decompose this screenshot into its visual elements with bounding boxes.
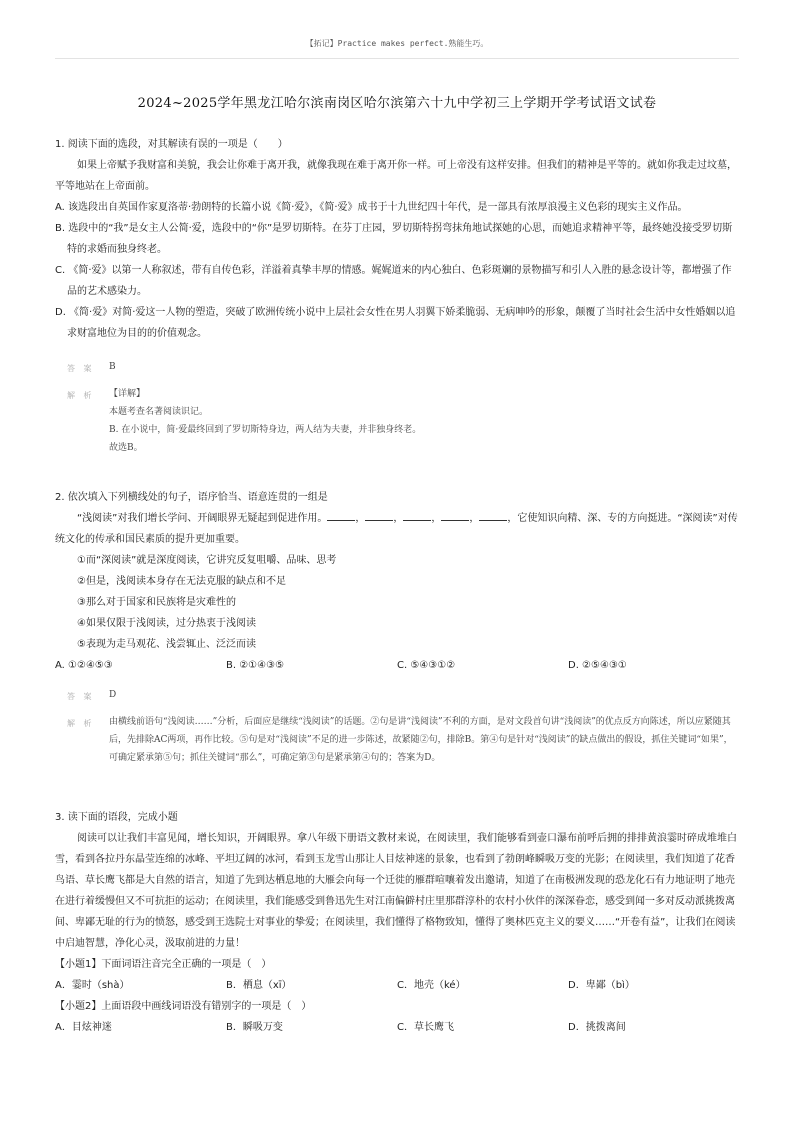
- q3-sub2-option-b: B．瞬吸万变: [226, 1022, 283, 1033]
- q3-sub1-option-d: D．卑鄙（bì）: [568, 980, 635, 991]
- fill-blank: [327, 508, 355, 521]
- q2-passage-a: “浅阅读”对我们增长学问、开阔眼界无疑起到促进作用。: [77, 513, 328, 524]
- analysis-line: 【详解】: [109, 389, 146, 399]
- q3-sub1-options: [55, 975, 741, 996]
- fill-blank: [441, 508, 469, 521]
- q3-sub2-stem: 【小题2】上面语段中画线词语没有错别字的一项是（ ）: [55, 1001, 312, 1012]
- fill-blank: [403, 508, 431, 521]
- q2-item-5: ⑤表现为走马观花、浅尝辄止、泛泛而读: [77, 639, 256, 650]
- spacer: [55, 767, 741, 807]
- q2-option-a: A. ①②④⑤③: [55, 660, 113, 671]
- q1-option-a: A. 该选段出自英国作家夏洛蒂·勃朗特的长篇小说《简·爱》，《简·爱》成书于十九世纪四十年代，是一部具有浓厚浪漫主义色彩的现实主义作品。: [55, 202, 688, 213]
- q1-option-b: B. 选段中的“我”是女主人公简·爱，选段中的“你”是罗切斯特。在芬丁庄园，罗切斯特拐弯抹角地试探她的心思，而她追求精神平等，最终她没接受罗切斯特的求婚而独身终老。: [55, 223, 733, 255]
- q2-option-b: B. ②①④③⑤: [226, 660, 285, 671]
- answer-value: D: [109, 690, 117, 700]
- page-title: 2024~2025学年黑龙江哈尔滨南岗区哈尔滨第六十九中学初三上学期开学考试语文试卷: [137, 96, 657, 111]
- q1-analysis: [67, 385, 741, 457]
- separator: ，: [393, 513, 404, 524]
- q3-sub2-option-c: C．草长鹰飞: [397, 1022, 454, 1033]
- q2-option-d: D. ②⑤④③①: [568, 660, 627, 671]
- separator: ，: [469, 513, 480, 524]
- q2-item-4: ④如果仅限于浅阅读，过分热衷于浅阅读: [77, 618, 256, 629]
- analysis-line: B. 在小说中，简·爱最终回到了罗切斯特身边，两人结为夫妻，并非独身终老。: [109, 425, 422, 435]
- q2-passage: [55, 508, 741, 550]
- analysis-line: 本题考查名著阅读识记。: [109, 407, 209, 417]
- q3-sub1-option-c: C．地壳（ké）: [397, 980, 466, 991]
- q1-option-c: C. 《简·爱》以第一人称叙述，带有自传色彩，洋溢着真挚丰厚的情感。娓娓道来的内心独白、色彩斑斓的景物描写和引人入胜的悬念设计等，都增强了作品的艺术感染力。: [55, 265, 732, 297]
- analysis-label: 解 析: [67, 391, 95, 400]
- q3-passage: 阅读可以让我们丰富见闻，增长知识，开阔眼界。拿八年级下册语文教材来说，在阅读里，我们能够看到壶口瀑布前呼后拥的排排黄浪霎时碎成堆堆白雪，看到各拉丹东晶莹连绵的冰峰、平坦辽阔的冰河，看到玉龙雪山那让人目炫神迷的景象，也看到了勃朗峰瞬吸万变的光影；在阅读里，我们知道了花香鸟语、草长鹰飞都是大自然的语言，知道了先到达栖息地的大雁会向每一个迁徙的雁群喧嚷着发出邀请，知道了在南极洲发现的恐龙化石有力地证明了地壳在进行着缓慢但又不可抗拒的运动；在阅读里，我们能感受到鲁迅先生对江南偏僻村庄里那群淳朴的农村小伙伴的深深眷恋，感受到闻一多对反动派挑拨离间、卑鄙无耻的行为的愤怒，感受到王选院士对事业的挚爱；在阅读里，我们懂得了格物致知，懂得了奥林匹克主义的要义……“开卷有益”，让我们在阅读中启迪智慧，净化心灵，汲取前进的力量！: [55, 833, 737, 949]
- q1-stem: 1. 阅读下面的选段，对其解读有误的一项是（ ）: [55, 139, 288, 150]
- answer-label: 答 案: [67, 364, 95, 373]
- q1-answer: [67, 358, 741, 379]
- spacer: [55, 344, 741, 358]
- q2-item-1: ①而“深阅读”就是深度阅读，它讲究反复咀嚼、品味、思考: [77, 555, 337, 566]
- q2-stem: 2. 依次填入下列横线处的句子，语序恰当、语意连贯的一组是: [55, 492, 328, 503]
- analysis-line: 故选B。: [109, 443, 143, 453]
- q1-passage: 如果上帝赋予我财富和美貌，我会让你难于离开我，就像我现在难于离开你一样。可上帝没有这样安排。但我们的精神是平等的。就如你我走过坟墓，平等地站在上帝面前。: [55, 160, 737, 192]
- q3-sub2-options: [55, 1017, 741, 1038]
- header-note: 【拓记】Practice makes perfect.熟能生巧。: [305, 39, 489, 48]
- q2-option-c: C. ⑤④③①②: [397, 660, 456, 671]
- q3-sub1-option-a: A．霎时（shà）: [55, 980, 130, 991]
- content: [55, 134, 741, 1038]
- header-divider: [55, 58, 739, 59]
- answer-label: 答 案: [67, 692, 95, 701]
- q2-options: [55, 655, 741, 676]
- q2-item-3: ③那么对于国家和民族将是灾难性的: [77, 597, 236, 608]
- fill-blank: [479, 508, 507, 521]
- q3-sub2-option-d: D．挑拨离间: [568, 1022, 626, 1033]
- separator: ，: [431, 513, 442, 524]
- q2-answer: [67, 686, 741, 707]
- separator: ，: [355, 513, 366, 524]
- q1-option-d: D. 《简·爱》对简·爱这一人物的塑造，突破了欧洲传统小说中上层社会女性在男人羽翼下娇柔脆弱、无病呻吟的形象，颠覆了当时社会生活中女性婚姻以追求财富地位为目的的价值观念。: [55, 307, 736, 339]
- q2-item-2: ②但是，浅阅读本身存在无法克服的缺点和不足: [77, 576, 286, 587]
- spacer: [55, 676, 741, 686]
- analysis-text: 由横线前语句“浅阅读……”分析，后面应是继续“浅阅读”的话题。②句是讲“浅阅读”不利的方面，是对文段首句讲“浅阅读”的优点反方向陈述，所以应紧随其后，先排除AC两项，再作比较。⑤句是对“浅阅读”不足的进一步陈述，故紧随②句，排除B。第④句是针对“浅阅读”的缺点做出的假设，抓住关键词“如果”，可确定紧承第⑤句；抓住关键词“那么”，可确定第③句是紧承第④句的；答案为D。: [109, 717, 733, 763]
- answer-value: B: [109, 362, 116, 372]
- spacer: [55, 457, 741, 487]
- q3-sub1-stem: 【小题1】下面词语注音完全正确的一项是（ ）: [55, 959, 272, 970]
- q2-passage-b: ，它使知识向精、深、专的方向挺进。“深阅读”对传统文化的传承和国民素质的提升更加重要。: [55, 513, 738, 545]
- analysis-label: 解 析: [67, 719, 95, 728]
- q3-sub2-option-a: A．目炫神迷: [55, 1022, 112, 1033]
- analysis-text: [109, 385, 741, 457]
- q2-analysis: [67, 713, 741, 767]
- fill-blank: [365, 508, 393, 521]
- q3-stem: 3. 读下面的语段，完成小题: [55, 812, 178, 823]
- q3-sub1-option-b: B．栖息（xī）: [226, 980, 292, 991]
